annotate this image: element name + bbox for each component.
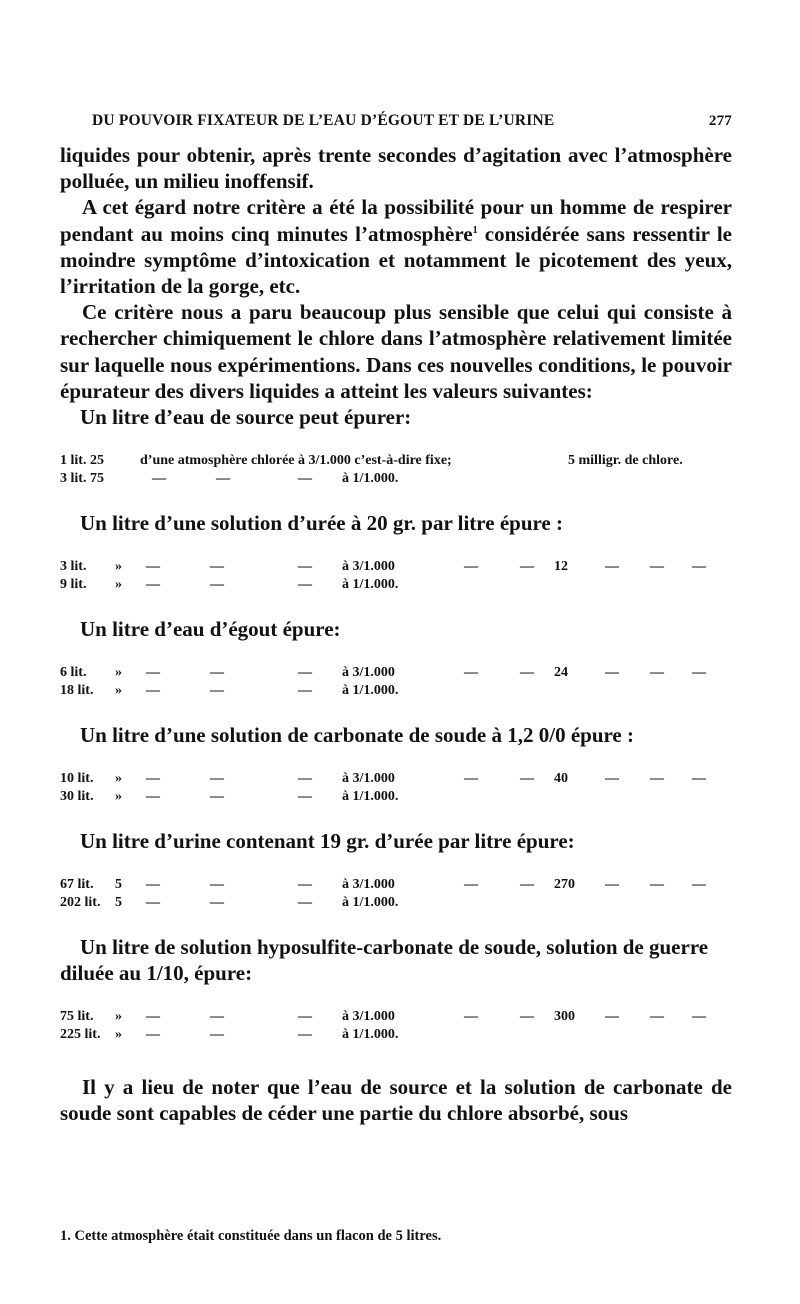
row-description: d’une atmosphère chlorée à 3/1.000 c’est-à-dire fixe; [140,453,452,469]
results-sewage-water [60,664,732,700]
concentration: à 3/1.000 [342,1009,395,1025]
ditto-dash: — [210,559,224,575]
ditto-dash: — [298,683,312,699]
ditto-dash: — [146,789,160,805]
ditto-dash: — [520,559,534,575]
results-sodium-carbonate [60,770,732,806]
ditto-mark: » [115,1009,122,1025]
ditto-dash: — [650,665,664,681]
ditto-dash: — [210,1027,224,1043]
ditto-dash: — [210,771,224,787]
ditto-dash: — [298,1027,312,1043]
volume-value: 30 lit. [60,789,94,805]
concentration: à 1/1.000. [342,1027,399,1043]
ditto-dash: — [146,877,160,893]
concentration: à 3/1.000 [342,559,395,575]
ditto-mark: » [115,665,122,681]
result-row [60,452,732,470]
ditto-mark: » [115,577,122,593]
chlorine-amount: 40 [554,771,568,787]
paragraph-continuation: liquides pour obtenir, après trente secondes d’agitation avec l’atmosphère polluée, un milieu inoffensif. [60,143,732,194]
results-hyposulfite [60,1008,732,1044]
ditto-dash: — [298,559,312,575]
ditto-dash: — [298,789,312,805]
section-heading-hyposulfite: Un litre de solution hyposulfite-carbonate de soude, solution de guerre diluée au 1/10, épure: [60,935,709,986]
ditto-dash: — [520,665,534,681]
results-urine [60,876,732,912]
ditto-dash: — [692,559,706,575]
ditto-dash: — [650,771,664,787]
concentration: à 1/1.000. [342,577,399,593]
ditto-dash: — [298,877,312,893]
concentration: à 1/1.000. [342,895,399,911]
footnote: 1. Cette atmosphère était constituée dans un flacon de 5 litres. [60,1228,442,1244]
chlorine-amount: 24 [554,665,568,681]
ditto-dash: — [146,559,160,575]
ditto-dash: — [692,665,706,681]
ditto-dash: — [605,559,619,575]
ditto-dash: — [605,771,619,787]
volume-value: 1 lit. 25 [60,453,104,469]
section-heading-sewage-water: Un litre d’eau d’égout épure: [80,617,341,642]
ditto-dash: — [464,877,478,893]
volume-value: 9 lit. [60,577,87,593]
ditto-dash: — [210,789,224,805]
result-row [60,682,732,700]
ditto-dash: — [464,771,478,787]
volume-value: 10 lit. [60,771,94,787]
chlorine-amount: 270 [554,877,575,893]
ditto-dash: — [464,559,478,575]
ditto-dash: — [298,771,312,787]
running-head [60,112,732,130]
paragraph-criterion [60,194,732,299]
ditto-dash: — [520,877,534,893]
concentration: à 3/1.000 [342,877,395,893]
ditto-dash: — [650,559,664,575]
ditto-dash: — [605,1009,619,1025]
ditto-dash: — [146,683,160,699]
result-row [60,664,732,682]
volume-value: 67 lit. [60,877,94,893]
ditto-dash: — [146,577,160,593]
results-urea-solution [60,558,732,594]
concentration: à 3/1.000 [342,771,395,787]
result-row [60,788,732,806]
ditto-dash: — [146,895,160,911]
ditto-dash: — [210,877,224,893]
chlorine-amount: 5 milligr. de chlore. [568,453,683,469]
section-heading-urine: Un litre d’urine contenant 19 gr. d’urée par litre épure: [80,829,575,854]
concentration: à 1/1.000. [342,471,399,487]
results-spring-water [60,452,732,488]
ditto-dash: — [298,471,312,487]
ditto-dash: — [298,577,312,593]
page-number: 277 [708,113,732,129]
paragraph-sensitivity: Ce critère nous a paru beaucoup plus sensible que celui qui consiste à rechercher chimiquement le chlore dans l’atmosphère relativement limitée sur laquelle nous expérimentions. Dans ces nouvelles conditions, le pouvoir épurateur des divers liquides a atteint les valeurs suivantes: [60,300,732,403]
ditto-mark: » [115,789,122,805]
result-row [60,894,732,912]
ditto-dash: — [146,771,160,787]
result-row [60,558,732,576]
ditto-dash: — [692,877,706,893]
ditto-dash: — [298,895,312,911]
ditto-dash: — [298,665,312,681]
volume-value: 202 lit. [60,895,101,911]
result-row [60,876,732,894]
result-row [60,1026,732,1044]
chlorine-amount: 300 [554,1009,575,1025]
chlorine-amount: 12 [554,559,568,575]
paragraph-criterion-text-a: A cet égard notre critère a été la possibilité pour un homme de respirer pendant au moins cinq minutes l’atmosphère [60,195,732,246]
ditto-dash: — [464,1009,478,1025]
ditto-dash: — [520,1009,534,1025]
concentration: à 3/1.000 [342,665,395,681]
ditto-dash: — [692,771,706,787]
ditto-dash: — [210,1009,224,1025]
ditto-dash: — [210,665,224,681]
ditto-dash: — [298,1009,312,1025]
ditto-dash: — [146,1027,160,1043]
volume-value: 225 lit. [60,1027,101,1043]
ditto-mark: 5 [115,877,122,893]
ditto-mark: 5 [115,895,122,911]
ditto-dash: — [605,877,619,893]
ditto-dash: — [650,877,664,893]
ditto-mark: » [115,559,122,575]
result-row [60,1008,732,1026]
result-row [60,576,732,594]
ditto-dash: — [520,771,534,787]
concentration: à 1/1.000. [342,683,399,699]
result-row [60,770,732,788]
ditto-mark: » [115,771,122,787]
section-heading-spring-water: Un litre d’eau de source peut épurer: [80,405,412,430]
ditto-dash: — [210,577,224,593]
ditto-mark: » [115,1027,122,1043]
section-heading-urea-solution: Un litre d’une solution d’urée à 20 gr. par litre épure : [80,511,563,536]
ditto-dash: — [152,471,166,487]
page [60,112,732,1126]
footnote-marker: 1 [472,224,478,236]
ditto-dash: — [210,895,224,911]
section-heading-sodium-carbonate: Un litre d’une solution de carbonate de soude à 1,2 0/0 épure : [80,723,634,748]
ditto-dash: — [210,683,224,699]
volume-value: 75 lit. [60,1009,94,1025]
volume-value: 3 lit. 75 [60,471,104,487]
ditto-dash: — [216,471,230,487]
running-title: DU POUVOIR FIXATEUR DE L’EAU D’ÉGOUT ET DE L’URINE [92,112,555,129]
concentration: à 1/1.000. [342,789,399,805]
result-row [60,470,732,488]
volume-value: 3 lit. [60,559,87,575]
ditto-dash: — [146,665,160,681]
volume-value: 18 lit. [60,683,94,699]
ditto-dash: — [605,665,619,681]
paragraph-closing: Il y a lieu de noter que l’eau de source et la solution de carbonate de soude sont capables de céder une partie du chlore absorbé, sous [60,1075,732,1126]
paragraph-criterion-text-b: considérée sans ressentir le moindre symptôme d’intoxication et notamment le picotement des yeux, l’irritation de la gorge, etc. [60,221,732,299]
ditto-dash: — [650,1009,664,1025]
ditto-dash: — [464,665,478,681]
ditto-dash: — [146,1009,160,1025]
volume-value: 6 lit. [60,665,87,681]
ditto-mark: » [115,683,122,699]
ditto-dash: — [692,1009,706,1025]
